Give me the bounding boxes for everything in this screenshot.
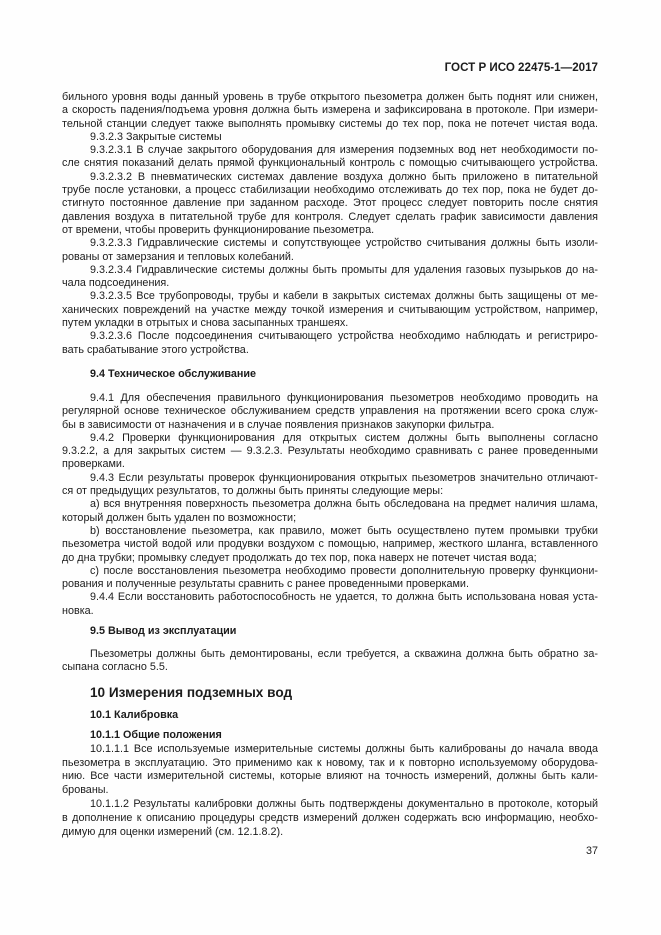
text-block-10-1-1: [62, 729, 598, 839]
paragraph-9-3-2-3-3: [62, 237, 598, 264]
page-number: 37: [585, 845, 598, 857]
paragraph-9-4-1: [62, 392, 598, 432]
paragraph-9-3-2-3-1: [62, 144, 598, 171]
list-item-c: [62, 565, 598, 592]
text-line: 10.1.1.1 Все используемые измерительные системы должны быть калиброваны до начала ввода: [90, 742, 598, 755]
text-line: который должен быть удален по возможности;: [62, 511, 297, 524]
heading-9-4: 9.4 Техническое обслуживание: [90, 368, 257, 380]
text-line: а скорость падения/подъема уровня должна быть измерена и зафиксирована в протоколе. При измери-: [62, 104, 598, 117]
heading-9-3-2-3: 9.3.2.3 Закрытые системы: [90, 130, 222, 143]
paragraph-9-3-2-3-5: [62, 290, 598, 330]
text-block-9-4: [62, 392, 598, 618]
text-line: 9.3.2.3.4 Гидравлические системы должны быть промыты для удаления газовых пузырьков до на-: [90, 263, 598, 276]
text-line: бы в зависимости от назначения и в случае появления признаков закупорки фильтра.: [62, 418, 495, 431]
text-line: рования и полученные результаты сравнить с ранее проведенными проверками.: [62, 578, 469, 591]
text-line: проверками.: [62, 458, 125, 471]
text-line: сыпана согласно 5.5.: [62, 661, 168, 674]
text-line: 9.3.2.3.6 После подсоединения считывающего устройства необходимо наблюдать и регистриро-: [90, 330, 598, 343]
heading-10-1: 10.1 Калибровка: [90, 709, 179, 721]
text-line: регулярной основе техническое обслуживанием средств управления на протяжении всего срока служ-: [62, 405, 598, 418]
paragraph-10-1-1-2: [62, 798, 598, 839]
text-line: рованы от замерзания и тепловых колебаний.: [62, 250, 294, 263]
text-line: ся от предыдущих результатов, то должны быть приняты следующие меры:: [62, 485, 444, 498]
text-line: пьезометра чистой водой или продувки воздухом с помощью, например, жесткого шланга, вставленного: [62, 538, 598, 551]
text-line: вать срабатывание этого устройства.: [62, 343, 249, 356]
paragraph-9-3-2-3-4: [62, 264, 598, 291]
text-line: новка.: [62, 604, 94, 617]
paragraph-9-4-4: [62, 591, 598, 618]
heading-10: 10 Измерения подземных вод: [90, 685, 293, 700]
list-item-a: [62, 498, 598, 525]
text-line: ханических повреждений на участке между точкой измерения и считывающим устройством, например,: [62, 303, 598, 316]
text-line: 9.3.2.3.2 В пневматических системах давление воздуха должно быть приложено в питательной: [90, 170, 598, 183]
text-line: от времени, чтобы проверить функционирование пьезометра.: [62, 223, 375, 236]
heading-10-1-1: 10.1.1 Общие положения: [90, 729, 222, 741]
text-line: до дна трубки; промывку следует продолжать до тех пор, пока наверх не потечет чистая вода;: [62, 551, 537, 564]
text-line: пьезометра в эксплуатацию. Это применимо как к новому, так и к повторно используемому оборудова-: [62, 756, 598, 769]
paragraph-9-4-2: [62, 432, 598, 472]
paragraph-continuation: [62, 91, 598, 131]
text-line: 9.4.4 Если восстановить работоспособность не удается, то должна быть использована новая уста-: [90, 591, 598, 604]
paragraph-9-3-2-3-2: [62, 171, 598, 237]
text-line: трубе после установки, а процесс стабилизации необходимо отслеживать до тех пор, пока не будет до-: [62, 184, 598, 197]
text-line: путем укладки в отрытых и снова засыпанных траншеях.: [62, 317, 349, 330]
text-line: 9.3.2.3.5 Все трубопроводы, трубы и кабели в закрытых системах должны быть защищены от ме-: [90, 290, 598, 303]
text-line: стигнуто постоянное давление при заданном расходе. Этот процесс следует повторить после снятия: [62, 197, 598, 210]
paragraph-9-4-3: [62, 472, 598, 499]
text-line: а) вся внутренняя поверхность пьезометра должна быть обследована на предмет наличия шлама,: [90, 498, 598, 511]
standard-number: ГОСТ Р ИСО 22475-1—2017: [444, 61, 598, 74]
text-line: с) после восстановления пьезометра необходимо провести дополнительную проверку функциони-: [90, 564, 598, 577]
text-line: сле снятия показаний делать прямой функциональный контроль с помощью считывающего устройства.: [62, 157, 598, 170]
text-line: b) восстановление пьезометра, как правило, может быть осуществлено путем промывки трубки: [90, 524, 598, 537]
text-line: тельной станции следует также выполнять промывку системы до тех пор, пока не потечет чистая вода.: [62, 117, 598, 130]
list-item-b: [62, 525, 598, 565]
text-line: брованы.: [62, 784, 109, 797]
text-line: 10.1.1.2 Результаты калибровки должны быть подтверждены документально в протоколе, который: [90, 797, 598, 810]
text-line: в дополнение к описанию процедуры средств измерений должен содержать всю информацию, необхо-: [62, 811, 598, 824]
text-line: Пьезометры должны быть демонтированы, если требуется, а скважина должна быть обратно за-: [90, 648, 598, 660]
paragraph-9-3-2-3-6: [62, 330, 598, 357]
text-line: 9.3.2.3.1 В случае закрытого оборудования для измерения подземных вод нет необходимости по-: [90, 144, 598, 157]
text-line: 9.4.1 Для обеспечения правильного функционирования пьезометров необходимо проводить на: [90, 392, 598, 404]
text-line: 9.4.2 Проверки функционирования для открытых систем должны быть выполнены согласно: [90, 431, 598, 444]
text-line: бильного уровня воды данный уровень в трубе открытого пьезометра должен быть поднят или снижен,: [62, 91, 598, 103]
text-line: 9.3.2.2, а для закрытых систем — 9.3.2.3. Результаты необходимо сравнивать с ранее проведенными: [62, 445, 598, 458]
text-line: давления воздуха в питательной трубе для контроля. Следует сделать график зависимости давления: [62, 210, 598, 223]
text-line: чала подсоединения.: [62, 277, 170, 290]
text-line: 9.4.3 Если результаты проверок функционирования открытых пьезометров значительно отличают-: [90, 471, 598, 484]
paragraph-9-5: [62, 648, 598, 675]
text-block-9-5: [62, 648, 598, 675]
text-line: нию. Все части измерительной системы, которые влияют на точность измерений, должны быть кали-: [62, 770, 598, 783]
text-line: 9.3.2.3.3 Гидравлические системы и сопутствующее устройство считывания должны быть изоли-: [90, 237, 598, 250]
text-block-9-3-2: [62, 91, 598, 357]
paragraph-10-1-1-1: [62, 743, 598, 798]
text-line: димую для оценки измерений (см. 12.1.8.2).: [62, 825, 284, 838]
heading-9-5: 9.5 Вывод из эксплуатации: [90, 625, 237, 637]
